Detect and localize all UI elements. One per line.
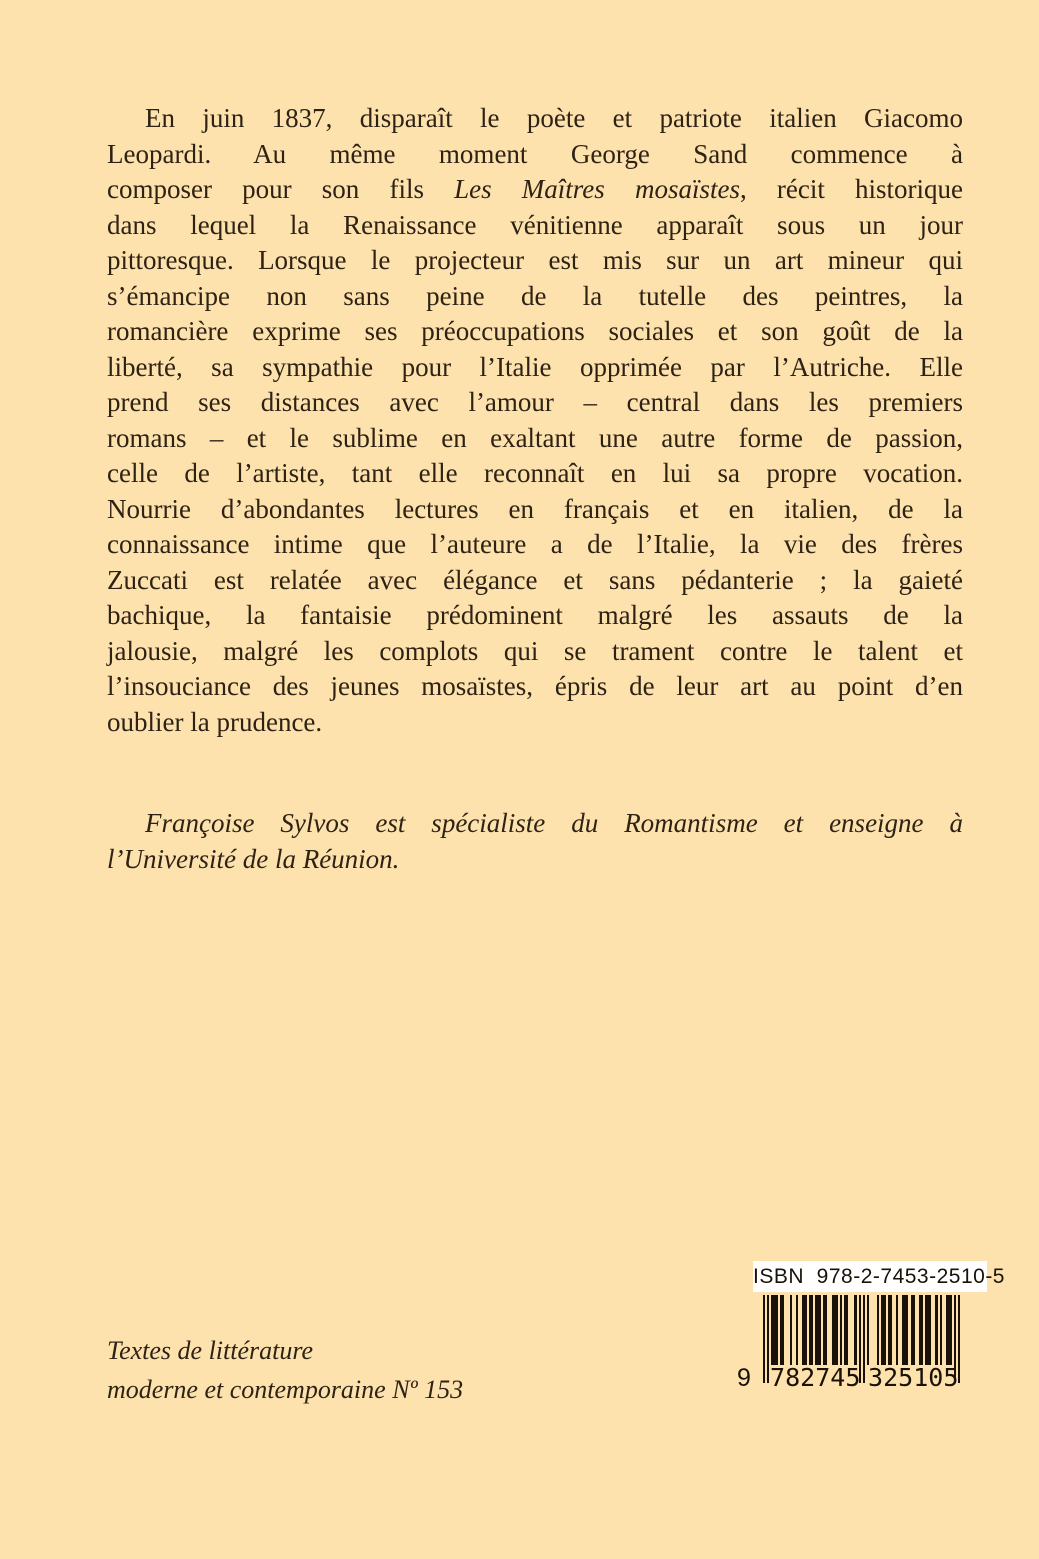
synopsis-line: dans lequel la Renaissance vénitienne apparaît sous un jour [107, 209, 963, 240]
synopsis-line: En juin 1837, disparaît le poète et patriote italien Giacomo [145, 103, 963, 133]
barcode-digit: 0 [928, 1363, 944, 1392]
barcode-digit: 7 [815, 1363, 831, 1392]
synopsis-line: Leopardi. Au même moment George Sand commence à [107, 138, 963, 169]
bio-line: Françoise Sylvos est spécialiste du Romantisme et enseigne à [145, 808, 963, 838]
synopsis-line: prend ses distances avec l’amour – central dans les premiers [107, 387, 963, 417]
barcode-digit: 1 [913, 1363, 929, 1392]
synopsis-line: liberté, sa sympathie pour l’Italie opprimée par l’Autriche. Elle [107, 351, 963, 382]
synopsis-paragraph [107, 101, 963, 740]
barcode-left-digits [770, 1363, 861, 1392]
bio-line: l’Université de la Réunion. [107, 843, 400, 874]
barcode-first-digit: 9 [737, 1364, 751, 1392]
imprint-line-1: Textes de littérature [107, 1336, 314, 1365]
barcode-module [958, 1295, 960, 1383]
barcode-right-digits [868, 1363, 959, 1392]
barcode-digit: 2 [800, 1363, 816, 1392]
barcode-digit: 8 [785, 1363, 801, 1392]
synopsis-line: composer pour son fils Les Maîtres mosaïstes, récit historique [107, 174, 963, 204]
barcode-digit: 4 [830, 1363, 846, 1392]
collection-imprint [107, 1331, 463, 1409]
synopsis-line: celle de l’artiste, tant elle reconnaît en lui sa propre vocation. [107, 458, 963, 488]
synopsis-line: Zuccati est relatée avec élégance et sans pédanterie ; la gaieté [107, 564, 963, 595]
synopsis-line: Nourrie d’abondantes lectures en français et en italien, de la [107, 493, 963, 524]
barcode-digit: 5 [898, 1363, 914, 1392]
barcode-digit: 5 [943, 1363, 959, 1392]
synopsis-line: oublier la prudence. [107, 706, 323, 737]
barcode-digit: 7 [770, 1363, 786, 1392]
synopsis-line: connaissance intime que l’auteure a de l’Italie, la vie des frères [107, 529, 963, 559]
author-bio [107, 806, 963, 877]
barcode-digit: 3 [868, 1363, 884, 1392]
synopsis-line: l’insouciance des jeunes mosaïstes, épris de leur art au point d’en [107, 671, 963, 701]
imprint-line-2: moderne et contemporaine Nº 153 [107, 1375, 464, 1404]
isbn-number: ISBN 978-2-7453-2510-5 [753, 1265, 1005, 1288]
synopsis-line: pittoresque. Lorsque le projecteur est mis sur un art mineur qui [107, 245, 963, 275]
barcode-digit: 5 [845, 1363, 861, 1392]
barcode-digit: 2 [883, 1363, 899, 1392]
synopsis-line: s’émancipe non sans peine de la tutelle des peintres, la [107, 280, 963, 311]
synopsis-line: romancière exprime ses préoccupations sociales et son goût de la [107, 316, 963, 346]
synopsis-line: jalousie, malgré les complots qui se trament contre le talent et [107, 635, 963, 666]
synopsis-line: bachique, la fantaisie prédominent malgré les assauts de la [107, 600, 963, 630]
synopsis-line: romans – et le sublime en exaltant une autre forme de passion, [107, 422, 963, 453]
